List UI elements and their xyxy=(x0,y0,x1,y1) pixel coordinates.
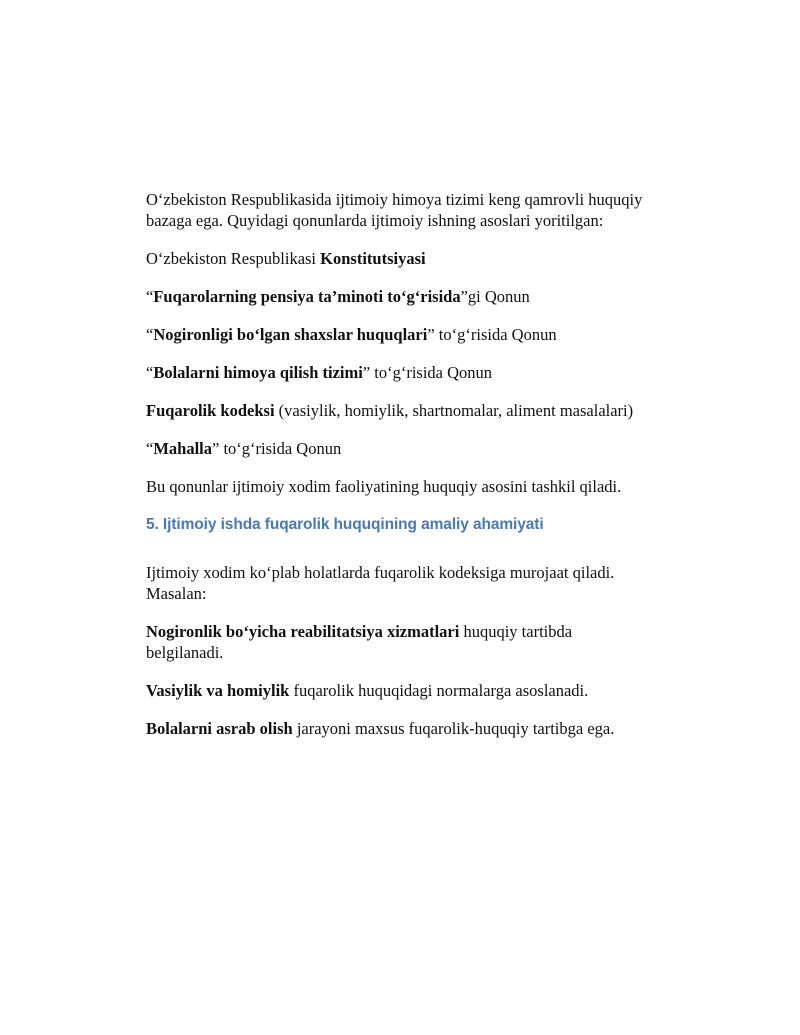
law-title: Konstitutsiyasi xyxy=(320,249,426,268)
law-constitution xyxy=(146,248,646,269)
law-civil-code xyxy=(146,400,646,421)
law-prefix: “ xyxy=(146,363,154,382)
item-text: fuqarolik huquqidagi normalarga asoslanadi. xyxy=(289,681,589,700)
item-text: huquqiy tartibda belgilanadi. xyxy=(146,622,573,662)
law-title: Mahalla xyxy=(153,439,212,458)
law-title: Bolalarni himoya qilish tizimi xyxy=(153,363,363,382)
practice-item-adoption xyxy=(146,718,646,739)
law-suffix: ”gi Qonun xyxy=(460,287,530,306)
summary-paragraph: Bu qonunlar ijtimoiy xodim faoliyatining huquqiy asosini tashkil qiladi. xyxy=(146,477,622,496)
law-suffix: ” to‘g‘risida Qonun xyxy=(212,439,342,458)
law-prefix: “ xyxy=(146,287,154,306)
section-heading: 5. Ijtimoiy ishda fuqarolik huquqining amaliy ahamiyati xyxy=(146,516,544,533)
practice-intro-paragraph: Ijtimoiy xodim ko‘plab holatlarda fuqarolik kodeksiga murojaat qiladi. Masalan: xyxy=(146,563,615,603)
law-prefix: “ xyxy=(146,439,154,458)
law-disability-rights xyxy=(146,324,646,345)
practice-item-rehabilitation xyxy=(146,621,646,663)
law-prefix: O‘zbekiston Respublikasi xyxy=(146,249,321,268)
law-title: Fuqarolarning pensiya ta’minoti to‘g‘risida xyxy=(153,287,461,306)
item-text: jarayoni maxsus fuqarolik-huquqiy tartibga ega. xyxy=(292,719,615,738)
item-title: Nogironlik bo‘yicha reabilitatsiya xizmatlari xyxy=(146,622,460,641)
law-title: Nogironligi bo‘lgan shaxslar huquqlari xyxy=(153,325,428,344)
intro-paragraph: O‘zbekiston Respublikasida ijtimoiy himoya tizimi keng qamrovli huquqiy bazaga ega. Quyidagi qonunlarda ijtimoiy ishning asoslari yoritilgan: xyxy=(146,190,643,230)
law-title: Fuqarolik kodeksi xyxy=(146,401,275,420)
law-mahalla xyxy=(146,438,646,459)
law-pension xyxy=(146,286,646,307)
law-suffix: ” to‘g‘risida Qonun xyxy=(427,325,557,344)
law-suffix: ” to‘g‘risida Qonun xyxy=(362,363,493,382)
law-child-protection xyxy=(146,362,646,383)
practice-item-guardianship xyxy=(146,680,646,701)
item-title: Vasiylik va homiylik xyxy=(146,681,290,700)
item-title: Bolalarni asrab olish xyxy=(146,719,293,738)
document-body xyxy=(146,189,646,756)
law-suffix: (vasiylik, homiylik, shartnomalar, aliment masalalari) xyxy=(274,401,634,420)
law-prefix: “ xyxy=(146,325,154,344)
